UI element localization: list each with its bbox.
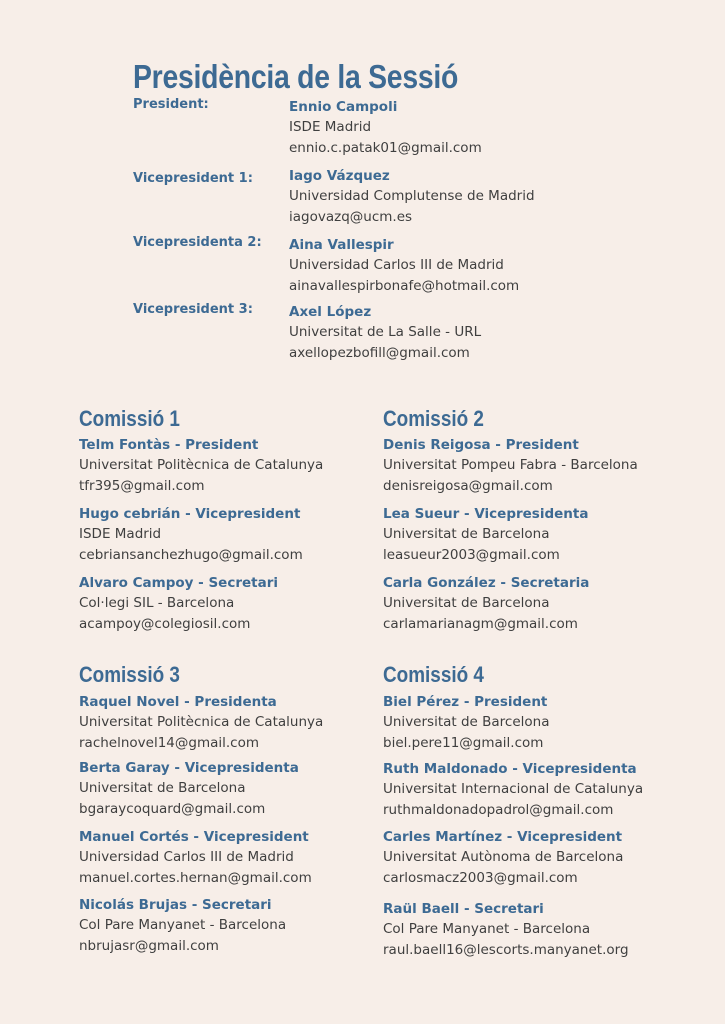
member-email: tfr395@gmail.com xyxy=(79,477,205,494)
commission-member xyxy=(79,692,323,753)
member-email: rachelnovel14@gmail.com xyxy=(79,734,260,751)
commission-member xyxy=(79,504,303,565)
officer-email: iagovazq@ucm.es xyxy=(289,208,413,225)
member-institution: ISDE Madrid xyxy=(79,526,162,542)
officer-name: Ennio Campoli xyxy=(289,99,398,115)
member-name: Nicolás Brujas - Secretari xyxy=(79,897,272,913)
member-institution: Universidad Carlos III de Madrid xyxy=(79,849,294,865)
officer-email: ennio.c.patak01@gmail.com xyxy=(289,139,482,156)
member-name: Lea Sueur - Vicepresidenta xyxy=(383,506,589,522)
officer-email: axellopezbofill@gmail.com xyxy=(289,344,470,361)
officer-institution: Universidad Carlos III de Madrid xyxy=(289,257,504,273)
member-name: Alvaro Campoy - Secretari xyxy=(79,575,278,591)
officer-name: Axel López xyxy=(289,304,372,320)
member-email: carlosmacz2003@gmail.com xyxy=(383,869,578,886)
member-email: nbrujasr@gmail.com xyxy=(79,937,219,954)
member-name: Denis Reigosa - President xyxy=(383,437,579,453)
member-institution: Col·legi SIL - Barcelona xyxy=(79,595,235,611)
officer-institution: Universitat de La Salle - URL xyxy=(289,324,482,340)
commission-member xyxy=(383,573,589,634)
commission-member xyxy=(79,827,312,888)
member-institution: Universitat Autònoma de Barcelona xyxy=(383,849,624,865)
commission-title: Comissió 3 xyxy=(79,662,180,687)
commission-title: Comissió 2 xyxy=(383,406,484,431)
commission-title: Comissió 4 xyxy=(383,662,484,687)
commission-title: Comissió 1 xyxy=(79,406,180,431)
role-label: Vicepresident 1: xyxy=(133,171,253,186)
commission-member xyxy=(383,899,629,960)
member-institution: Universitat Politècnica de Catalunya xyxy=(79,714,324,730)
member-email: manuel.cortes.hernan@gmail.com xyxy=(79,869,312,886)
member-email: carlamarianagm@gmail.com xyxy=(383,615,578,632)
member-name: Ruth Maldonado - Vicepresidenta xyxy=(383,761,637,777)
member-institution: Universitat de Barcelona xyxy=(383,714,550,730)
member-name: Carla González - Secretaria xyxy=(383,575,590,591)
member-name: Raquel Novel - Presidenta xyxy=(79,694,277,710)
member-email: raul.baell16@lescorts.manyanet.org xyxy=(383,941,629,958)
officer-email: ainavallespirbonafe@hotmail.com xyxy=(289,277,520,294)
member-email: leasueur2003@gmail.com xyxy=(383,546,560,563)
commission-member xyxy=(79,895,286,956)
officer-name: Aina Vallespir xyxy=(289,237,394,253)
member-institution: Universitat Politècnica de Catalunya xyxy=(79,457,324,473)
role-label: Vicepresident 3: xyxy=(133,302,253,317)
commission-member xyxy=(79,758,299,819)
role-label: President: xyxy=(133,97,209,112)
member-institution: Universitat de Barcelona xyxy=(79,780,246,796)
member-name: Berta Garay - Vicepresidenta xyxy=(79,760,299,776)
member-email: cebriansanchezhugo@gmail.com xyxy=(79,546,303,563)
member-email: acampoy@colegiosil.com xyxy=(79,615,251,632)
member-institution: Universitat de Barcelona xyxy=(383,595,550,611)
member-email: denisreigosa@gmail.com xyxy=(383,477,553,494)
commission-member xyxy=(383,827,623,888)
role-label: Vicepresidenta 2: xyxy=(133,235,262,250)
commission-2 xyxy=(383,406,703,632)
member-name: Hugo cebrián - Vicepresident xyxy=(79,506,301,522)
commission-3 xyxy=(79,662,399,954)
member-institution: Universitat de Barcelona xyxy=(383,526,550,542)
officer-name: Iago Vázquez xyxy=(289,168,390,184)
member-institution: Universitat Pompeu Fabra - Barcelona xyxy=(383,457,638,473)
member-name: Manuel Cortés - Vicepresident xyxy=(79,829,309,845)
member-institution: Universitat Internacional de Catalunya xyxy=(383,781,644,797)
member-email: ruthmaldonadopadrol@gmail.com xyxy=(383,801,614,818)
member-email: biel.pere11@gmail.com xyxy=(383,734,544,751)
officer-institution: ISDE Madrid xyxy=(289,119,372,135)
officer-institution: Universidad Complutense de Madrid xyxy=(289,188,535,204)
page-title: Presidència de la Sessió xyxy=(133,58,459,96)
commission-member xyxy=(79,573,278,634)
member-institution: Col Pare Manyanet - Barcelona xyxy=(383,921,591,937)
member-name: Biel Pérez - President xyxy=(383,694,548,710)
commission-member xyxy=(383,759,643,820)
commission-1 xyxy=(79,406,399,632)
member-email: bgaraycoquard@gmail.com xyxy=(79,800,266,817)
commission-member xyxy=(383,504,588,565)
member-name: Raül Baell - Secretari xyxy=(383,901,544,917)
member-name: Telm Fontàs - President xyxy=(79,437,259,453)
commission-4 xyxy=(383,662,703,958)
commission-member xyxy=(79,435,323,496)
member-institution: Col Pare Manyanet - Barcelona xyxy=(79,917,287,933)
member-name: Carles Martínez - Vicepresident xyxy=(383,829,623,845)
commission-member xyxy=(383,435,638,496)
commission-member xyxy=(383,692,550,753)
